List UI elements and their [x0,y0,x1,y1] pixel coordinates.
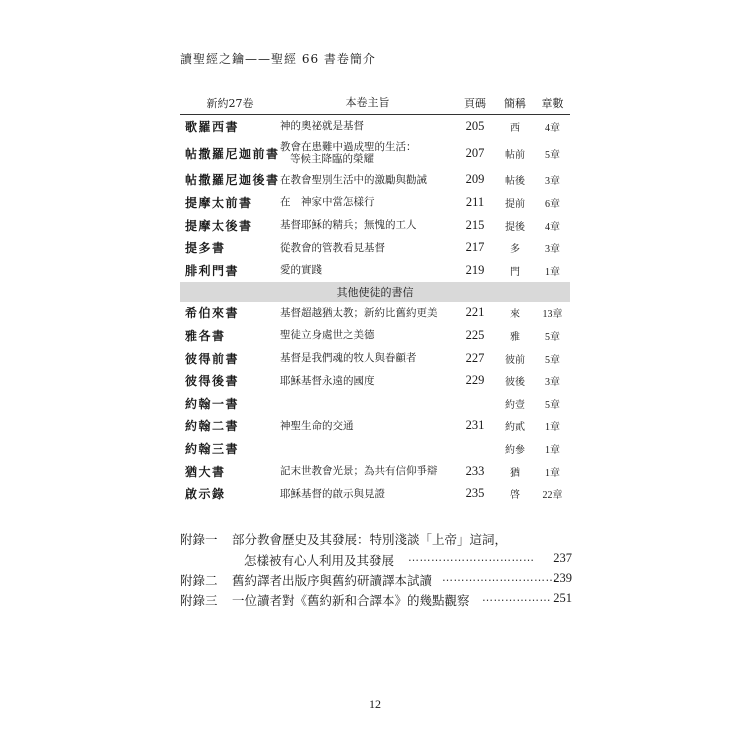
section-row [180,282,570,302]
book-name: 帖撒羅尼迦後書 [185,173,280,188]
table-row [180,214,570,237]
table-row [180,415,570,438]
book-theme: 基督超越猶太教；新約比舊約更美 [280,306,438,319]
book-name: 希伯來書 [185,306,240,321]
book-abbr: 約貳 [505,422,525,434]
appendix-title: 舊約譯者出版序與舊約研讀譯本試讀 [232,573,433,588]
book-abbr: 雅 [510,331,520,343]
table-row [180,259,570,282]
book-abbr: 提前 [505,198,525,210]
book-theme-line2: 等候主降臨的榮耀 [290,153,374,166]
book-chapters: 4章 [545,221,560,233]
book-name: 啟示錄 [185,487,226,502]
book-name: 提摩太前書 [185,195,253,210]
book-page: 219 [465,262,485,277]
book-theme: 在教會聖別生活中的激勵與勸誡 [280,173,427,186]
page-number: 12 [369,697,381,711]
table-row [180,482,570,505]
book-page: 205 [465,118,485,133]
section-label: 其他使徒的書信 [180,282,570,302]
book-page: 229 [465,373,485,388]
book-theme [280,392,455,415]
book-chapters: 13章 [542,309,563,321]
book-theme: 耶穌基督的啟示與見證 [280,487,385,500]
table-row [180,169,570,192]
book-theme: 從教會的管教看見基督 [280,241,385,254]
book-theme-line1: 教會在患難中過成聖的生活： [280,141,417,154]
book-chapters: 5章 [545,399,560,411]
book-theme: 聖徒立身處世之美德 [280,329,375,342]
table-row [180,236,570,259]
table-row [180,369,570,392]
book-page: 209 [465,172,485,187]
book-chapters: 22章 [542,490,563,502]
book-abbr: 多 [510,244,520,256]
book-page: 235 [465,486,485,501]
book-name: 帖撒羅尼迦前書 [185,146,280,161]
appendix-label: 附錄三 [180,593,218,608]
book-chapters: 1章 [545,266,560,278]
book-page [455,437,495,460]
book-name: 約翰一書 [185,396,240,411]
book-chapters: 1章 [545,467,560,479]
book-page: 217 [465,240,485,255]
book-chapters: 1章 [545,422,560,434]
table-row [180,324,570,347]
header-theme: 本卷主旨 [280,92,455,115]
book-name: 約翰二書 [185,419,240,434]
table-row [180,392,570,415]
book-page: 231 [465,418,485,433]
book-abbr: 啓 [510,490,520,502]
book-name: 猶大書 [185,464,226,479]
appendix-title-continued: 怎樣被有心人利用及其發展 [244,553,395,568]
table-row [180,191,570,214]
book-name: 彼得後書 [185,374,240,389]
table-row [180,437,570,460]
table-row [180,460,570,483]
book-theme: 在 神家中當怎樣行 [280,196,375,209]
book-chapters: 3章 [545,244,560,256]
book-theme: 愛的實踐 [280,264,322,277]
book-abbr: 彼前 [505,354,525,366]
book-theme: 基督是我們魂的牧人與眷顧者 [280,352,417,365]
book-theme [280,437,455,460]
appendix-page: 237 [553,551,572,565]
book-abbr: 帖後 [505,176,525,188]
book-page: 207 [465,145,485,160]
book-theme: 基督耶穌的精兵；無愧的工人 [280,219,417,232]
book-name: 彼得前書 [185,351,240,366]
book-page: 215 [465,217,485,232]
book-abbr: 西 [510,122,520,134]
book-page: 221 [465,305,485,320]
book-chapters: 3章 [545,176,560,188]
book-abbr: 提後 [505,221,525,233]
table-header-row [180,92,570,115]
book-abbr: 約參 [505,444,525,456]
table-row [180,138,570,169]
book-theme: 耶穌基督永遠的國度 [280,374,375,387]
appendix-page: 251 [553,591,572,605]
table-row [180,115,570,138]
book-page: 227 [465,350,485,365]
book-name: 雅各書 [185,328,226,343]
book-name: 腓利門書 [185,263,240,278]
book-abbr: 彼後 [505,377,525,389]
leader-dots: …………………………… [408,551,535,564]
book-page: 225 [465,327,485,342]
book-chapters: 1章 [545,444,560,456]
book-chapters: 5章 [545,354,560,366]
header-book: 新約27卷 [180,92,280,115]
book-chapters: 5章 [545,149,560,161]
book-page: 211 [465,194,485,209]
header-page: 頁碼 [455,92,495,115]
book-abbr: 門 [510,266,520,278]
book-chapters: 3章 [545,377,560,389]
appendix-3 [180,591,572,609]
book-name: 歌羅西書 [185,119,240,134]
book-page: 233 [465,463,485,478]
book-chapters: 4章 [545,122,560,134]
book-chapters: 5章 [545,331,560,343]
book-abbr: 猶 [510,467,520,479]
book-chapters: 6章 [545,198,560,210]
appendix-page: 239 [553,571,572,585]
leader-dots: ……………… [482,591,551,604]
book-name: 約翰三書 [185,441,240,456]
appendix-2 [180,571,572,589]
book-theme: 神聖生命的交通 [280,419,354,432]
header-chapters: 章數 [535,92,570,115]
appendix-1 [180,530,572,548]
table-row [180,347,570,370]
running-head: 讀聖經之鑰——聖經 66 書卷簡介 [180,52,376,66]
book-theme: 記末世教會光景；為共有信仰爭辯 [280,465,438,478]
appendix-title: 一位讀者對《舊約新和合譯本》的幾點觀察 [232,593,470,608]
table-row [180,302,570,325]
book-abbr: 約壹 [505,399,525,411]
book-name: 提摩太後書 [185,218,253,233]
leader-dots: ………………………… [442,571,557,584]
header-abbr: 簡稱 [495,92,535,115]
appendix-label: 附錄二 [180,573,218,588]
book-table [180,92,570,505]
book-abbr: 來 [510,309,520,321]
book-abbr: 帖前 [505,149,525,161]
appendix-1-continued [180,551,572,569]
book-theme [280,138,455,169]
appendix-title: 部分教會歷史及其發展：特別淺談「上帝」這詞， [232,532,508,547]
book-theme: 神的奧祕就是基督 [280,120,364,133]
book-name: 提多書 [185,241,226,256]
book-page [455,392,495,415]
appendix-label: 附錄一 [180,532,218,547]
